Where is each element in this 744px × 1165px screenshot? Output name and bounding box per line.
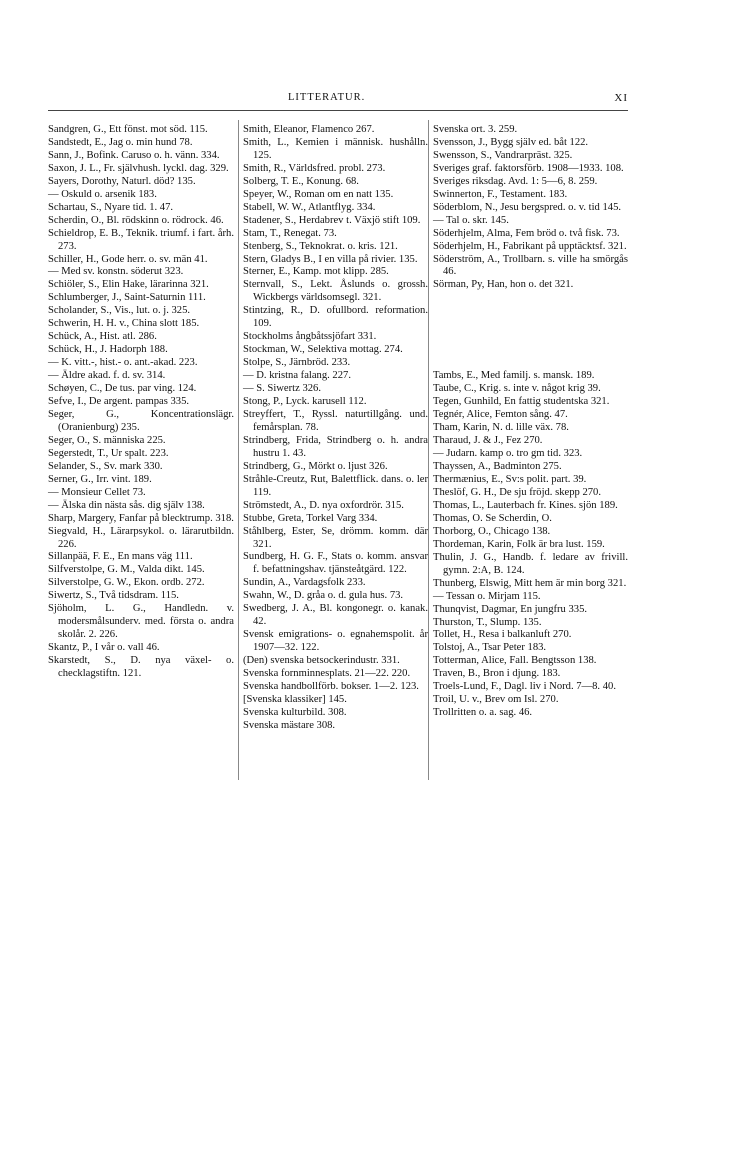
index-entry: Tham, Karin, N. d. lille väx. 78. <box>433 422 569 434</box>
index-entry: Sandgren, G., Ett fönst. mot söd. 115. <box>48 124 208 135</box>
running-header <box>48 92 628 108</box>
index-entry: Thermænius, E., Sv:s polit. part. 39. <box>433 474 587 486</box>
index-entry: Strindberg, Frida, Strindberg o. h. andra hustru 1. 43. <box>243 434 428 459</box>
page-number: XI <box>614 92 628 104</box>
index-entry: Schück, A., Hist. atl. 286. <box>48 331 157 343</box>
index-entry: Stockman, W., Selektiva mottag. 274. <box>243 344 403 356</box>
index-entry: Schwerin, H. H. v., China slott 185. <box>48 318 200 330</box>
index-entry: Svenska ort. 3. 259. <box>433 124 518 135</box>
index-entry: Theslöf, G. H., De sju fröjd. skepp 270. <box>433 486 602 498</box>
index-column-3-top <box>433 124 628 292</box>
index-entry: Söderhjelm, Alma, Fem bröd o. två fisk. 73. <box>433 227 620 239</box>
index-entry: Tollet, H., Resa i balkanluft 270. <box>433 629 572 641</box>
index-entry: — D. kristna falang. 227. <box>243 370 351 382</box>
index-entry: Strömstedt, A., D. nya oxfordrör. 315. <box>243 499 404 511</box>
index-entry: Trollritten o. a. sag. 46. <box>433 707 533 719</box>
index-entry: Tolstoj, A., Tsar Peter 183. <box>433 642 547 654</box>
index-entry: Stenberg, S., Teknokrat. o. kris. 121. <box>243 240 398 252</box>
index-entry: Sayers, Dorothy, Naturl. död? 135. <box>48 175 196 187</box>
index-column-3-bottom <box>433 370 628 720</box>
index-entry: Schück, H., J. Hadorph 188. <box>48 344 168 356</box>
index-entry: Sörman, Py, Han, hon o. det 321. <box>433 279 574 291</box>
index-entry: Stolpe, S., Järnbröd. 233. <box>243 357 351 369</box>
index-entry: Sillanpää, F. E., En mans väg 111. <box>48 551 193 563</box>
index-entry: Ståhlberg, Ester, Se, drömm. komm. där 321. <box>243 525 428 550</box>
index-entry: Söderhjelm, H., Fabrikant på upptäcktsf. 321. <box>433 240 627 252</box>
index-entry: Thayssen, A., Badminton 275. <box>433 461 562 473</box>
index-entry: Sterner, E., Kamp. mot klipp. 285. <box>243 266 389 278</box>
index-entry: — Monsieur Cellet 73. <box>48 486 146 498</box>
index-entry: Sharp, Margery, Fanfar på blecktrump. 318. <box>48 512 234 524</box>
index-entry: Sefve, I., De argent. pampas 335. <box>48 396 190 408</box>
index-entry: Stadener, S., Herdabrev t. Växjö stift 109. <box>243 214 421 226</box>
index-entry: Sann, J., Bofink. Caruso o. h. vänn. 334. <box>48 149 220 161</box>
index-entry: Strindberg, G., Mörkt o. ljust 326. <box>243 460 388 472</box>
index-entry: Sundin, A., Vardagsfolk 233. <box>243 577 366 589</box>
index-column-2 <box>243 124 428 733</box>
index-entry: Stubbe, Greta, Torkel Varg 334. <box>243 512 378 524</box>
index-entry: Siegvald, H., Lärarpsykol. o. lärarutbildn. 226. <box>48 525 234 550</box>
index-entry: Thomas, L., Lauterbach fr. Kines. sjön 189. <box>433 499 618 511</box>
section-gap <box>433 292 628 370</box>
index-entry: Tambs, E., Med familj. s. mansk. 189. <box>433 370 595 382</box>
index-entry: — Med sv. konstn. söderut 323. <box>48 266 184 278</box>
index-entry: Thulin, J. G., Handb. f. ledare av frivill. gymn. 2:A, B. 124. <box>433 551 628 576</box>
index-entry: Scholander, S., Vis., lut. o. j. 325. <box>48 305 191 317</box>
column-divider-1 <box>238 120 239 780</box>
header-rule <box>48 110 628 111</box>
index-entry: Seger, G., Koncentrationslägr. (Oranienburg) 235. <box>48 408 234 433</box>
index-entry: — Judarn. kamp o. tro gm tid. 323. <box>433 448 583 460</box>
index-entry: Serner, G., Irr. vint. 189. <box>48 473 152 485</box>
index-column-1 <box>48 124 234 681</box>
index-entry: Solberg, T. E., Konung. 68. <box>243 175 359 187</box>
index-entry: Svenska kulturbild. 308. <box>243 706 347 718</box>
index-entry: Skarstedt, S., D. nya växel- o. checklagstiftn. 121. <box>48 655 234 680</box>
index-entry: Stam, T., Renegat. 73. <box>243 227 337 239</box>
index-entry: Svenska handbollförb. bokser. 1—2. 123. <box>243 680 419 692</box>
index-entry: Speyer, W., Roman om en natt 135. <box>243 188 394 200</box>
column-divider-2 <box>428 120 429 780</box>
index-entry: — K. vitt.-, hist.- o. ant.-akad. 223. <box>48 357 198 369</box>
index-entry: Thordeman, Karin, Folk är bra lust. 159. <box>433 538 605 550</box>
index-column-3 <box>433 124 628 720</box>
index-entry: (Den) svenska betsockerindustr. 331. <box>243 655 400 667</box>
index-entry: Stabell, W. W., Atlantflyg. 334. <box>243 201 376 213</box>
index-entry: Siwertz, S., Två tidsdram. 115. <box>48 590 179 602</box>
index-entry: Taube, C., Krig. s. inte v. något krig 39. <box>433 383 601 395</box>
index-entry: Smith, Eleanor, Flamenco 267. <box>243 124 375 135</box>
index-entry: Tharaud, J. & J., Fez 270. <box>433 435 543 447</box>
index-entry: Sternvall, S., Lekt. Åslunds o. grossh. Wickbergs världsomsegl. 321. <box>243 279 428 304</box>
index-entry: Stråhle-Creutz, Rut, Balettflick. dans. o. ler 119. <box>243 473 428 498</box>
index-entry: Sveriges riksdag. Avd. 1: 5—6, 8. 259. <box>433 175 598 187</box>
index-entry: Swinnerton, F., Testament. 183. <box>433 188 568 200</box>
index-entry: Swedberg, J. A., Bl. kongonegr. o. kanak. 42. <box>243 603 428 628</box>
index-entry: Stintzing, R., D. ofullbord. reformation. 109. <box>243 305 428 330</box>
index-entry: Schieldrop, E. B., Teknik. triumf. i fart. årh. 273. <box>48 227 234 252</box>
index-entry: Seger, O., S. människa 225. <box>48 434 166 446</box>
index-entry: Schartau, S., Nyare tid. 1. 47. <box>48 201 174 213</box>
index-entry: Swensson, S., Vandrarpräst. 325. <box>433 149 573 161</box>
index-entry: Traven, B., Bron i djung. 183. <box>433 668 561 680</box>
index-entry: Sandstedt, E., Jag o. min hund 78. <box>48 136 193 148</box>
page-title: LITTERATUR. <box>288 92 366 103</box>
index-entry: Silverstolpe, G. W., Ekon. ordb. 272. <box>48 577 205 589</box>
index-entry: Silfverstolpe, G. M., Valda dikt. 145. <box>48 564 205 576</box>
index-entry: Schiller, H., Gode herr. o. sv. män 41. <box>48 253 208 265</box>
index-entry: Totterman, Alice, Fall. Bengtsson 138. <box>433 655 597 667</box>
index-entry: Schlumberger, J., Saint-Saturnin 111. <box>48 292 206 304</box>
index-entry: Svensk emigrations- o. egnahemspolit. år 1907—32. 122. <box>243 629 428 654</box>
index-entry: — S. Siwertz 326. <box>243 383 321 395</box>
index-entry: Troil, U. v., Brev om Isl. 270. <box>433 694 559 706</box>
index-entry: — Oskuld o. arsenik 183. <box>48 188 157 200</box>
index-entry: Smith, L., Kemien i människ. hushålln. 125. <box>243 136 428 161</box>
index-entry: Stockholms ångbåtssjöfart 331. <box>243 331 377 343</box>
index-entry: Troels-Lund, F., Dagl. liv i Nord. 7—8. 40. <box>433 681 616 693</box>
index-entry: Söderblom, N., Jesu bergspred. o. v. tid 145. <box>433 201 622 213</box>
index-entry: Sveriges graf. faktorsförb. 1908—1933. 108. <box>433 162 624 174</box>
index-entry: Saxon, J. L., Fr. självhush. lyckl. dag. 329. <box>48 162 229 174</box>
index-entry: Sundberg, H. G. F., Stats o. komm. ansvar f. befattningshav. tjänsteåtgärd. 122. <box>243 551 428 576</box>
index-entry: Stern, Gladys B., I en villa på rivier. 135. <box>243 253 418 265</box>
index-entry: Svenska fornminnesplats. 21—22. 220. <box>243 668 411 680</box>
index-entry: Schøyen, C., De tus. par ving. 124. <box>48 383 197 395</box>
index-entry: — Äldre akad. f. d. sv. 314. <box>48 370 166 382</box>
index-entry: Sjöholm, L. G., Handledn. v. modersmålsunderv. med. första o. andra skolår. 2. 226. <box>48 603 234 641</box>
index-entry: Svenska mästare 308. <box>243 719 336 731</box>
index-entry: Tegnér, Alice, Femton sång. 47. <box>433 409 568 421</box>
index-entry: Swahn, W., D. gråa o. d. gula hus. 73. <box>243 590 404 602</box>
index-entry: Stong, P., Lyck. karusell 112. <box>243 396 367 408</box>
index-entry: Streyffert, T., Ryssl. naturtillgång. und. femårsplan. 78. <box>243 408 428 433</box>
index-entry: Tegen, Gunhild, En fattig studentska 321. <box>433 396 610 408</box>
index-entry: Thurston, T., Slump. 135. <box>433 616 542 628</box>
index-entry: Svensson, J., Bygg själv ed. båt 122. <box>433 136 589 148</box>
index-entry: — Tal o. skr. 145. <box>433 214 509 226</box>
index-entry: Segerstedt, T., Ur spalt. 223. <box>48 447 169 459</box>
index-entry: Thunberg, Elswig, Mitt hem är min borg 321. <box>433 577 627 589</box>
index-entry: — Tessan o. Mirjam 115. <box>433 590 541 602</box>
index-entry: Thorborg, O., Chicago 138. <box>433 525 551 537</box>
index-entry: Selander, S., Sv. mark 330. <box>48 460 163 472</box>
index-entry: [Svenska klassiker] 145. <box>243 693 347 705</box>
index-entry: — Älska din nästa sås. dig själv 138. <box>48 499 205 511</box>
index-entry: Thomas, O. Se Scherdin, O. <box>433 512 552 524</box>
index-entry: Söderström, A., Trollbarn. s. ville ha smörgås 46. <box>433 253 628 278</box>
index-entry: Thunqvist, Dagmar, En jungfru 335. <box>433 603 588 615</box>
index-entry: Smith, R., Världsfred. probl. 273. <box>243 162 386 174</box>
index-entry: Scherdin, O., Bl. rödskinn o. rödrock. 46. <box>48 214 224 226</box>
index-entry: Schiöler, S., Elin Hake, lärarinna 321. <box>48 279 209 291</box>
index-entry: Skantz, P., I vår o. vall 46. <box>48 642 160 654</box>
